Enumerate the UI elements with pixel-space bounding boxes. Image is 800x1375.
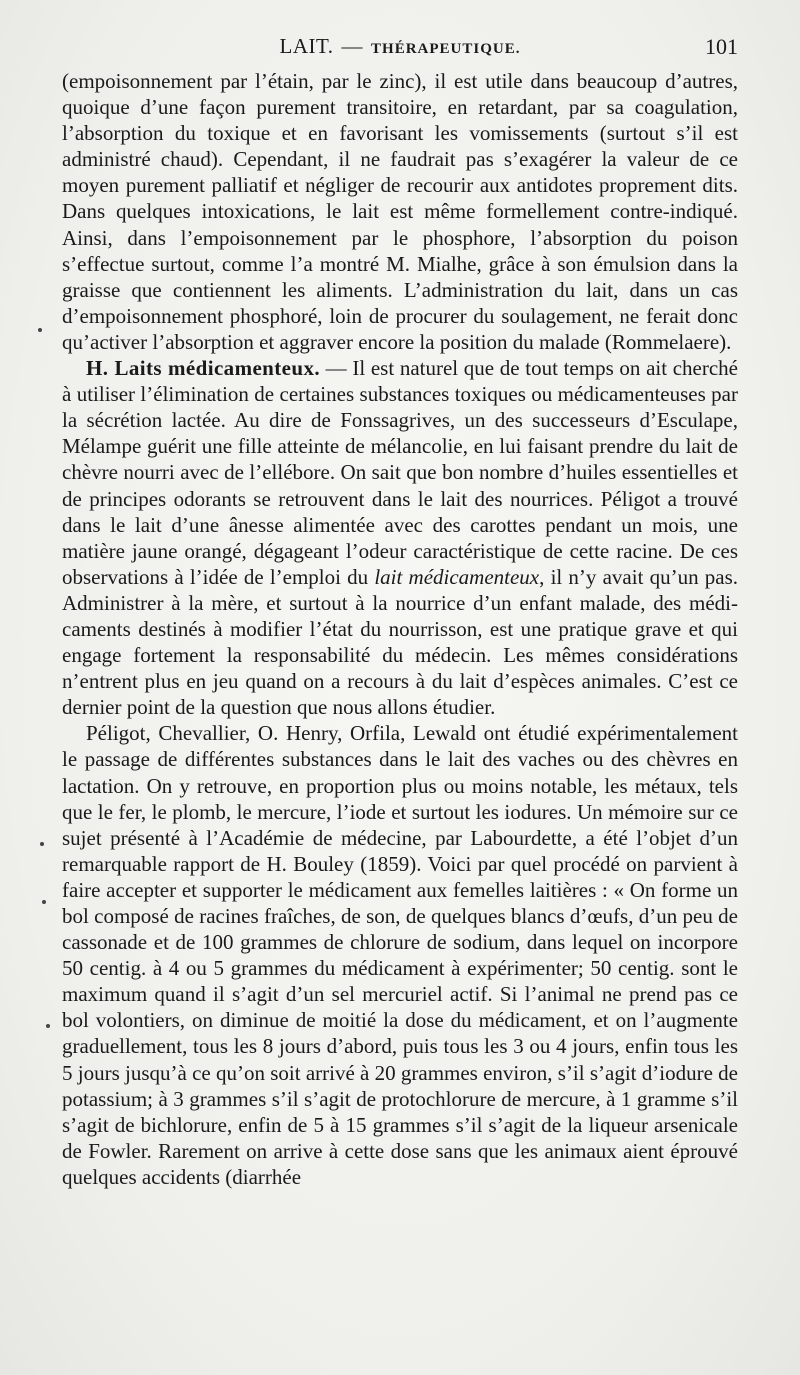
- running-title-right: THÉRAPEUTIQUE.: [371, 41, 521, 57]
- section-heading: H. Laits médicamenteux.: [86, 356, 321, 381]
- paragraph-2-text-a: — Il est naturel que de tout temps on ait cherché à utiliser l’élimination de certaines substances toxiques ou médicamenteuses par la sécrétion lactée. Au dire de Fonssagrives, un des successeurs d’Esculape, Mélampe guérit une fille atteinte de mélancolie, en lui faisant prendre du lait de chèvre nourri avec de l’ellébore. On sait que bon nombre d’huiles essentielles et de principes odorants se retrouvent dans le lait des nourrices. Péligot a trouvé dans le lait d’une ânesse alimentée avec des carottes pendant un mois, une matière jaune orangé, dégageant l’odeur caractéristique de cette racine. De ces observations à l’idée de l’emploi du: [62, 356, 738, 589]
- running-title-dash: —: [341, 34, 364, 58]
- margin-speck: [46, 1024, 50, 1028]
- margin-speck: [38, 328, 42, 332]
- page-header: [62, 34, 738, 64]
- paragraph-1: (empoisonnement par l’étain, par le zinc), il est utile dans beaucoup d’autres, quoique d’une façon purement transitoire, en retardant, par sa coagulation, l’absorption du toxique et en favorisant les vomissements (surtout s’il est administré chaud). Cependant, il ne faudrait pas s’exagérer la valeur de ce moyen purement palliatif et négliger de recourir aux antidotes proprement dits. Dans quelques intoxications, le lait est même formellement contre-indiqué. Ainsi, dans l’empoisonnement par le phosphore, l’absorption du poison s’effectue surtout, comme l’a montré M. Mialhe, grâce à son émulsion dans la graisse que contiennent les aliments. L’administration du lait, dans un cas d’empoisonnement phosphoré, loin de procurer du soulagement, ne ferait donc qu’activer l’absorption et aggraver encore la position du malade (Rommelaere).: [62, 69, 738, 354]
- paragraph-2: [62, 355, 738, 720]
- margin-speck: [40, 842, 44, 846]
- page-number: 101: [705, 34, 738, 59]
- running-title-left: LAIT.: [279, 34, 334, 58]
- running-title: [62, 34, 738, 59]
- paragraph-2-text-b: , il n’y avait qu’un pas. Administrer à la mère, et surtout à la nourrice d’un enfant malade, des médicaments destinés à modifier l’état du nourrisson, est une pratique grave et qui engage fortement la responsabilité du médecin. Les mêmes considérations n’entrent plus en jeu quand on a recours à du lait d’espèces animales. C’est ce dernier point de la question que nous allons étudier.: [62, 564, 739, 720]
- paragraph-3: Péligot, Chevallier, O. Henry, Orfila, Lewald ont étudié expérimentalement le passage de différentes substances dans le lait des vaches ou des chèvres en lactation. On y retrouve, en proportion plus ou moins notable, les métaux, tels que le fer, le plomb, le mercure, l’iode et surtout les iodures. Un mémoire sur ce sujet présenté à l’Académie de médecine, par Labourdette, a été l’objet d’un remarquable rapport de H. Bouley (1859). Voici par quel procédé on parvient à faire accepter et supporter le médicament aux femelles laitières : « On forme un bol composé de racines fraîches, de son, de quelques blancs d’œufs, d’un peu de cassonade et de 100 grammes de chlorure de sodium, dans lequel on incorpore 50 centig. à 4 ou 5 grammes du médicament à expérimenter; 50 centig. sont le maximum quand il s’agit d’un sel mercuriel actif. Si l’animal ne prend pas ce bol volontiers, on diminue de moitié la dose du médicament, et on l’augmente graduellement, tous les 8 jours d’abord, puis tous les 3 ou 4 jours, enfin tous les 5 jours jusqu’à ce qu’on soit arrivé à 20 grammes environ, s’il s’agit d’iodure de potassium; à 3 grammes s’il s’agit de protochlorure de mercure, à 1 gramme s’il s’agit de bichlorure, enfin de 5 à 15 grammes s’il s’agit de la liqueur arsenicale de Fowler. Rarement on arrive à cette dose sans que les animaux aient éprouvé quelques accidents (diarrhée: [62, 721, 738, 1189]
- margin-speck: [42, 900, 46, 904]
- body-text: [62, 68, 738, 1190]
- paragraph-2-italic: lait médicamenteux: [374, 564, 540, 589]
